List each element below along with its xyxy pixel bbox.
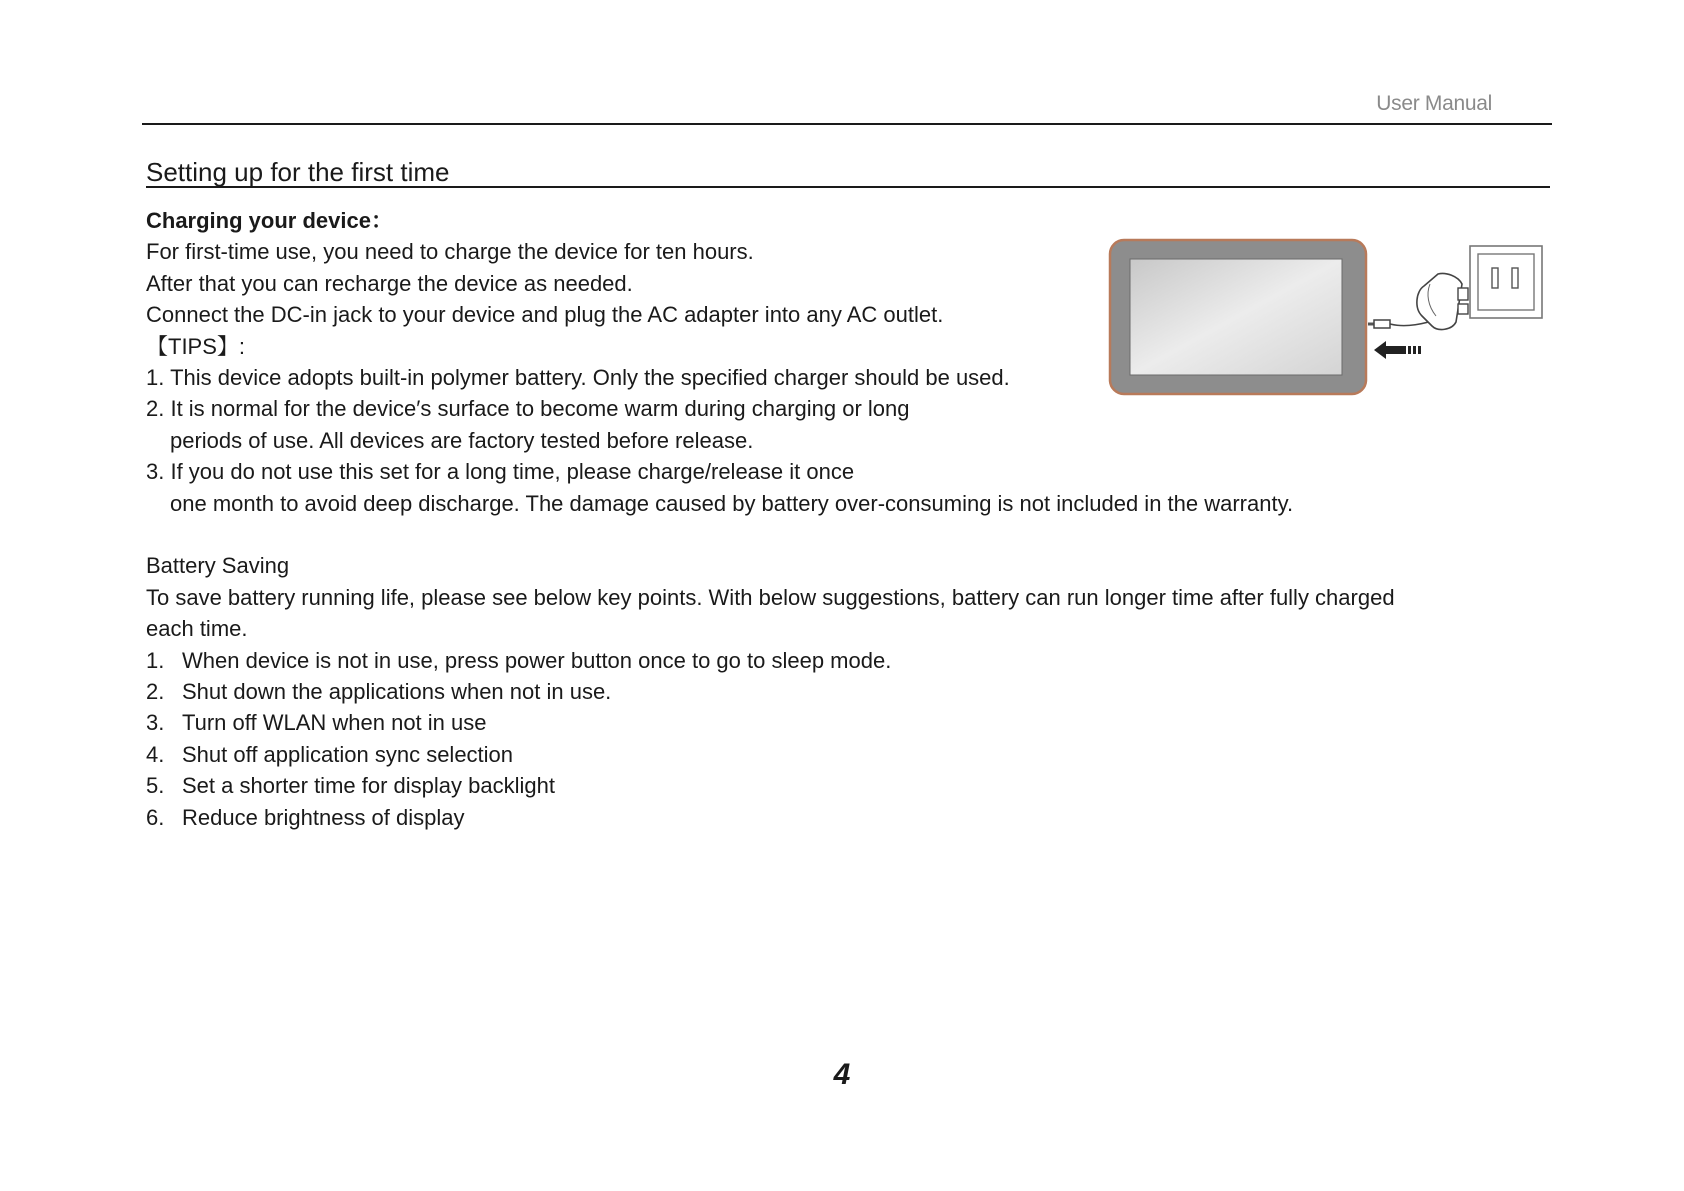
tip-line: 1. This device adopts built-in polymer battery. Only the specified charger should be used.	[146, 365, 1010, 391]
list-item-text: Shut off application sync selection	[182, 741, 514, 767]
arrow-left-icon	[1374, 341, 1421, 359]
list-item	[146, 707, 1546, 738]
charging-diagram-svg	[1106, 236, 1546, 398]
list-item-number: 5.	[146, 773, 165, 799]
list-item-number: 1.	[146, 647, 165, 673]
list-item-text: Reduce brightness of display	[182, 804, 465, 830]
list-item-text: Turn off WLAN when not in use	[182, 710, 487, 736]
list-item	[146, 645, 1546, 676]
tablet-icon	[1110, 240, 1366, 394]
header-label: User Manual	[1376, 92, 1492, 115]
charging-heading: Charging your device：	[146, 208, 393, 233]
header-rule	[142, 123, 1552, 125]
tip-line: periods of use. All devices are factory tested before release.	[170, 427, 754, 453]
list-item	[146, 676, 1546, 707]
battery-heading: Battery Saving	[146, 553, 290, 579]
list-item	[146, 802, 1546, 833]
list-item	[146, 770, 1546, 801]
list-item-text: Set a shorter time for display backlight	[182, 773, 555, 799]
list-item	[146, 739, 1546, 770]
battery-intro-line: To save battery running life, please see below key points. With below suggestions, battery can run longer time after fully charged	[146, 584, 1395, 610]
list-item-number: 2.	[146, 679, 165, 705]
charging-line: After that you can recharge the device as needed.	[146, 270, 633, 296]
tip-line: 2. It is normal for the device′s surface to become warm during charging or long	[146, 396, 910, 422]
tip-line: 3. If you do not use this set for a long time, please charge/release it once	[146, 459, 855, 485]
spacer	[146, 519, 1546, 550]
section-title: Setting up for the first time	[146, 157, 450, 187]
list-item-text: Shut down the applications when not in use.	[182, 679, 612, 705]
battery-intro-line: each time.	[146, 616, 248, 642]
charging-illustration	[1106, 236, 1546, 398]
section-title-underline	[146, 186, 1550, 188]
list-item-number: 6.	[146, 804, 165, 830]
list-item-text: When device is not in use, press power button once to go to sleep mode.	[182, 647, 892, 673]
charging-line: For first-time use, you need to charge the device for ten hours.	[146, 239, 754, 265]
list-item-number: 3.	[146, 710, 165, 736]
wall-outlet-icon	[1470, 246, 1542, 318]
list-item-number: 4.	[146, 741, 165, 767]
page-number: 4	[833, 1058, 851, 1091]
tips-label: 【TIPS】:	[146, 333, 246, 359]
tip-line: one month to avoid deep discharge. The damage caused by battery over-consuming is not included in the warranty.	[170, 490, 1294, 516]
charging-line: Connect the DC-in jack to your device and plug the AC adapter into any AC outlet.	[146, 302, 944, 328]
ac-adapter-icon	[1417, 273, 1468, 329]
